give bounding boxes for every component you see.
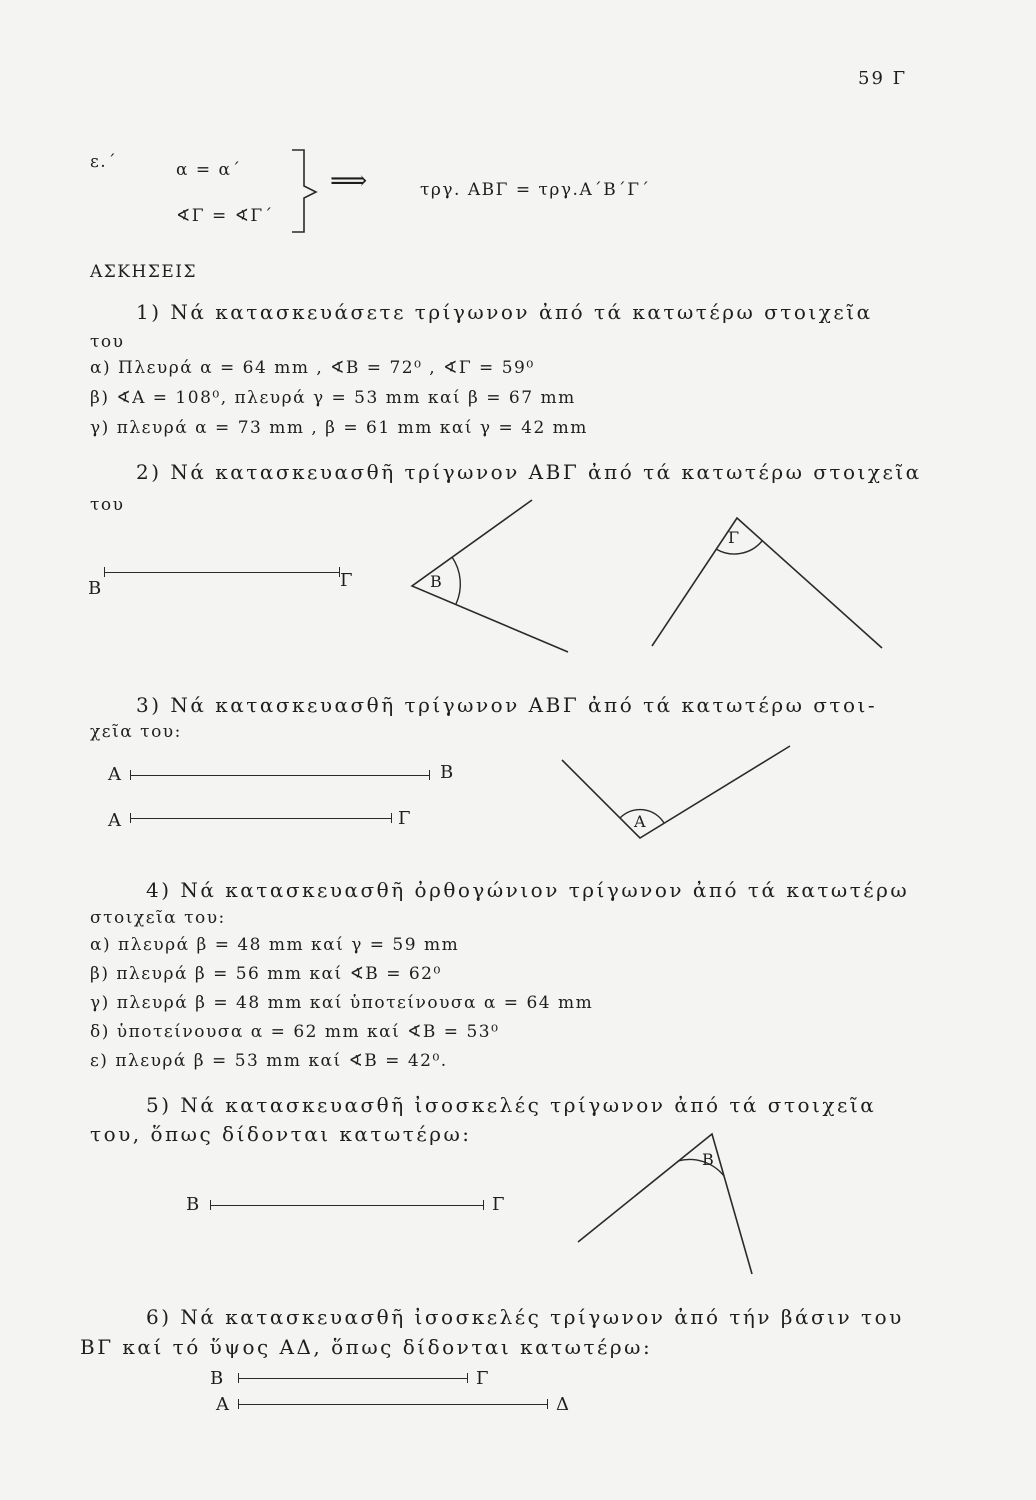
implies-arrow-icon: ⟹ (330, 166, 370, 196)
ex5-angle-label: Β (702, 1150, 714, 1169)
ex5-line1: 5) Νά κατασκευασθῆ ἰσοσκελές τρίγωνον ἀπό τά στοιχεῖα (146, 1093, 877, 1117)
ex3-line1: 3) Νά κατασκευασθῆ τρίγωνον ΑΒΓ ἀπό τά κατωτέρω στοι- (136, 693, 878, 717)
ex1-line1: 1) Νά κατασκευάσετε τρίγωνον ἀπό τά κατωτέρω στοιχεῖα (136, 300, 873, 324)
ex5-segment (210, 1205, 484, 1206)
ex6-segment-2 (238, 1404, 548, 1405)
ex4-line2: στοιχεῖα του: (90, 908, 226, 928)
ex6-line1: 6) Νά κατασκευασθῆ ἰσοσκελές τρίγωνον ἀπό τήν βάσιν του (146, 1305, 904, 1329)
ex3-line2: χεῖα του: (90, 722, 182, 742)
ex6-segment-1 (238, 1378, 468, 1379)
ex2-angle-label-2: Γ (728, 528, 740, 547)
ex4-item-e: ε) πλευρά β = 53 mm καί ∢Β = 42⁰. (90, 1051, 448, 1071)
exercises-heading: ΑΣΚΗΣΕΙΣ (90, 262, 197, 282)
ex3-angle-label: Α (634, 812, 646, 831)
intro-label: ε.΄ (90, 152, 118, 172)
ex1-item-b: β) ∢Α = 108⁰, πλευρά γ = 53 mm καί β = 67 mm (90, 388, 576, 408)
ex3-seg2-start-label: Α (108, 810, 121, 831)
ex3-seg2-end-label: Γ (398, 808, 411, 829)
intro-condition-2: ∢Γ = ∢Γ΄ (176, 206, 274, 226)
ex1-item-a: α) Πλευρά α = 64 mm , ∢Β = 72⁰ , ∢Γ = 59⁰ (90, 358, 535, 378)
ex4-item-a: α) πλευρά β = 48 mm καί γ = 59 mm (90, 935, 460, 955)
ex5-seg-start-label: Β (186, 1194, 200, 1215)
ex1-line2: του (90, 332, 125, 352)
ex2-line1: 2) Νά κατασκευασθῆ τρίγωνον ΑΒΓ ἀπό τά κατωτέρω στοιχεῖα (136, 460, 922, 484)
ex4-item-c: γ) πλευρά β = 48 mm καί ὑποτείνουσα α = 64 mm (90, 993, 594, 1013)
ex6-seg1-end-label: Γ (476, 1368, 489, 1389)
ex6-line2: ΒΓ καί τό ὕψος ΑΔ, ὅπως δίδονται κατωτέρω: (80, 1335, 653, 1359)
ex2-seg-end-label: Γ (340, 570, 353, 591)
ex5-seg-end-label: Γ (492, 1194, 505, 1215)
ex1-item-c: γ) πλευρά α = 73 mm , β = 61 mm καί γ = 42 mm (90, 418, 588, 438)
ex6-seg2-start-label: Α (216, 1394, 229, 1415)
intro-condition-1: α = α΄ (176, 160, 242, 180)
ex3-seg1-end-label: Β (440, 762, 454, 783)
ex2-segment-bg (104, 572, 340, 573)
page-number: 59 Γ (858, 68, 908, 89)
ex6-seg2-end-label: Δ (556, 1394, 569, 1415)
ex2-seg-start-label: Β (88, 578, 102, 599)
ex2-angle-label-1: Β (430, 572, 442, 591)
ex4-line1: 4) Νά κατασκευασθῆ ὀρθογώνιον τρίγωνον ἀπό τά κατωτέρω (146, 878, 910, 902)
ex3-seg1-start-label: Α (108, 764, 121, 785)
intro-conclusion: τργ. ΑΒΓ = τργ.Α΄Β΄Γ΄ (420, 180, 651, 200)
ex2-line2: του (90, 495, 125, 515)
ex6-seg1-start-label: Β (210, 1368, 224, 1389)
ex4-item-b: β) πλευρά β = 56 mm καί ∢Β = 62⁰ (90, 964, 442, 984)
ex3-segment-2 (130, 818, 392, 819)
ex3-segment-1 (130, 775, 430, 776)
ex4-item-d: δ) ὑποτείνουσα α = 62 mm καί ∢Β = 53⁰ (90, 1022, 500, 1042)
ex5-line2: του, ὅπως δίδονται κατωτέρω: (90, 1122, 472, 1146)
